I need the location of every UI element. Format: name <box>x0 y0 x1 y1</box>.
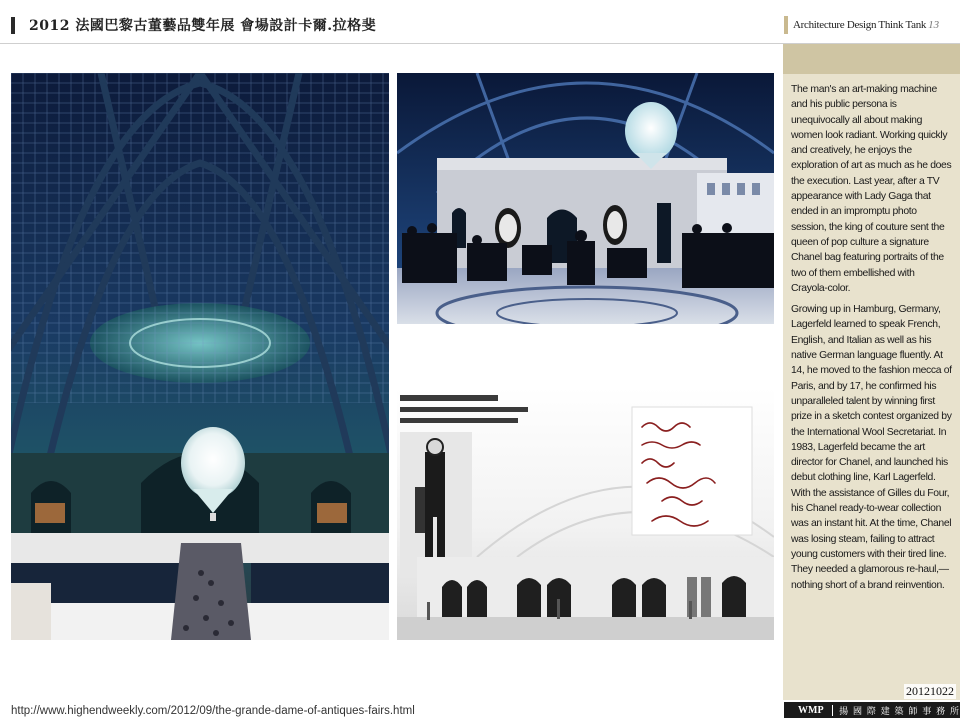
page-number: 13 <box>928 19 940 31</box>
header-brand <box>784 15 960 35</box>
footer-brand-bar <box>784 702 960 718</box>
scenography-poster-photo <box>397 387 774 640</box>
grand-palais-dome-photo <box>11 73 389 640</box>
footer-brand: WMP <box>798 704 824 716</box>
footer-separator <box>832 705 833 716</box>
sidebar <box>783 44 960 700</box>
article-paragraph-2: Growing up in Hamburg, Germany, Lagerfeld learned to speak French, English, and Italian as well as his native German language fluently. At 14, he moved to the fashion mecca of Paris, and by 17, he confirmed his unparalleled talent by winning first prize in a sketch contest organized by the International Wool Secretariat. In 1983, Lagerfeld became the art director for Chanel, and launched his debut clothing line, Karl Lagerfeld. With the assistance of Gilles du Four, his Chanel ready-to-wear collection was an instant hit. At the time, Chanel was losing steam, failing to attract young customers with their tired line. They needed a glamorous re-haul,—nothing short of a brand reinvention. <box>791 304 952 591</box>
article-paragraph-1: The man's an art-making machine and his public persona is unequivocally all about making women look radiant. Working quickly and creatively, he enjoys the exploration of art as much as he does the execution. Last year, after a TV appearance with Lady Gaga that ended in an impromptu photo session, the king of couture sent the queen of pop culture a signature Chanel bag featuring portraits of the two of them embellished with Crayola-color. <box>791 84 952 294</box>
header-bar <box>11 17 15 34</box>
sidebar-header-strip <box>783 44 960 74</box>
header-brand-bar <box>784 16 788 34</box>
date-code: 20121022 <box>906 684 954 698</box>
page-header <box>11 14 376 36</box>
exhibition-hall-photo <box>397 73 774 324</box>
sidebar-article <box>791 82 953 599</box>
footer-organization: 揚 國 際 建 築 師 事 務 所 <box>839 706 960 717</box>
header-brand-text: Architecture Design Think Tank <box>793 19 927 31</box>
page-title: 2012 法國巴黎古董藝品雙年展 會場設計卡爾.拉格斐 <box>29 18 377 34</box>
source-url[interactable]: http://www.highendweekly.com/2012/09/the-grande-dame-of-antiques-fairs.html <box>11 705 415 717</box>
